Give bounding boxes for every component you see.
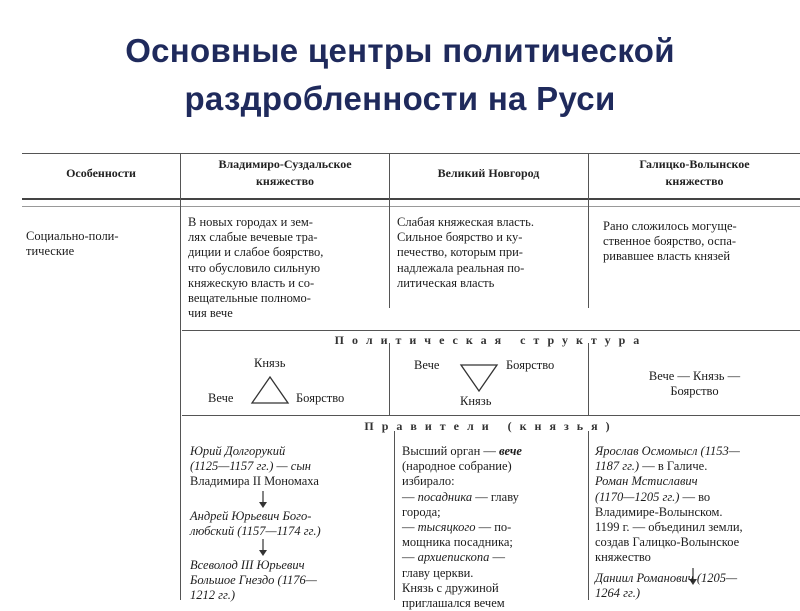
row1-label-line2: тические — [26, 244, 75, 259]
row1-galicia — [603, 219, 799, 265]
row1-novgorod-line: Слабая княжеская власть. — [397, 215, 534, 229]
rulers-heading-text: Правители (князья) — [364, 419, 618, 433]
novgorod-gov-text: — — [489, 550, 506, 565]
vladimir-top-label: Князь — [254, 356, 286, 370]
novgorod-gov-term: вече — [499, 444, 522, 458]
col-divider-2c — [394, 431, 395, 600]
header-vladimir — [182, 156, 388, 190]
novgorod-gov-text: — — [402, 489, 418, 504]
galicia-ruler-text: — во — [679, 489, 711, 504]
row1-novgorod-line: литическая власть — [397, 275, 495, 290]
triangle-up-shape — [252, 377, 288, 403]
vladimir-ruler-3-line2: Большое Гнездо (1176— — [190, 573, 317, 588]
novgorod-right-label: Боярство — [506, 358, 555, 372]
vladimir-ruler-3 — [190, 558, 390, 604]
political-structure-heading-text: Политическая структура — [334, 333, 648, 347]
header-galicia-line1: Галицко-Волынское — [639, 157, 750, 171]
galicia-ruler-daniil-line2: 1264 гг.) — [595, 586, 641, 601]
row1-label-line1: Социально-поли- — [26, 229, 119, 243]
header-features-text: Особенности — [66, 166, 136, 180]
novgorod-gov-text: — по- — [475, 520, 512, 535]
row1-vladimir-line: диции и слабое боярство, — [188, 245, 324, 260]
novgorod-gov-term: тысяцкого — [417, 520, 476, 535]
row1-novgorod — [397, 215, 587, 291]
novgorod-gov-line: города; — [402, 504, 441, 519]
row1-vladimir-line: вещательные полномо- — [188, 291, 311, 306]
col-divider-1 — [180, 153, 181, 600]
galicia-structure-line1: Вече — Князь — — [648, 369, 741, 383]
row1-label — [26, 229, 176, 259]
novgorod-gov-text: — — [402, 550, 418, 565]
novgorod-gov-line: Князь с дружиной — [402, 580, 499, 595]
galicia-structure-line2: Боярство — [670, 384, 719, 399]
novgorod-gov-line: мощника посадника; — [402, 535, 513, 550]
vladimir-ruler-2-line2: любский (1157—1174 гг.) — [190, 524, 321, 539]
vladimir-ruler-1-name: Юрий Долгорукий — [190, 444, 286, 458]
novgorod-bottom-label: Князь — [460, 394, 492, 408]
vladimir-ruler-1-dates: (1125—1157 гг.) — сын — [190, 459, 312, 474]
novgorod-gov-text: Высший орган — — [402, 444, 500, 458]
header-galicia-line2: княжество — [665, 174, 724, 188]
vladimir-ruler-3-line1: Всеволод III Юрьевич — [190, 558, 305, 572]
novgorod-gov-term: посадника — [417, 489, 473, 504]
vladimir-ruler-2 — [190, 509, 390, 539]
rulers-heading — [182, 419, 800, 434]
novgorod-gov-line — [402, 444, 588, 459]
galicia-ruler-line — [595, 459, 799, 474]
novgorod-gov-term: архиепископа — [417, 550, 490, 565]
row2-divider — [182, 415, 800, 416]
novgorod-gov-text: — — [402, 520, 418, 535]
row1-vladimir-line: княжескую власть и со- — [188, 275, 315, 290]
row1-novgorod-line: печество, которым при- — [397, 245, 523, 260]
novgorod-left-label: Вече — [414, 358, 440, 372]
novgorod-gov-line — [402, 520, 588, 535]
col-divider-2b — [389, 343, 390, 415]
row1-galicia-line: ственное боярство, оспа- — [603, 234, 737, 249]
triangle-up-icon — [250, 375, 290, 405]
novgorod-gov-line — [402, 550, 588, 565]
vladimir-right-label: Боярство — [296, 391, 345, 405]
galicia-ruler-line: создав Галицко-Волынское — [595, 535, 740, 550]
row1-vladimir-line: что обусловило сильную — [188, 260, 321, 275]
galicia-ruler-line: 1199 г. — объединил земли, — [595, 520, 743, 535]
novgorod-governance — [402, 444, 588, 611]
row1-vladimir — [188, 215, 388, 321]
vladimir-ruler-2-line1: Андрей Юрьевич Бого- — [190, 509, 312, 523]
header-novgorod — [390, 165, 587, 182]
row1-novgorod-line: надлежала реальная по- — [397, 260, 525, 275]
title-line-1: Основные центры политической — [125, 32, 675, 69]
col-divider-3c — [588, 431, 589, 600]
novgorod-gov-line: (народное собрание) — [402, 459, 512, 474]
header-galicia — [589, 156, 800, 190]
galicia-structure — [589, 369, 800, 399]
novgorod-gov-text: — главу — [472, 489, 519, 504]
vladimir-ruler-3-line3: 1212 гг.) — [190, 588, 236, 603]
arrow-down-icon — [258, 539, 268, 557]
novgorod-gov-line: главу церкви. — [402, 565, 474, 580]
galicia-ruler-line: Роман Мстиславич — [595, 474, 698, 489]
header-novgorod-text: Великий Новгород — [437, 166, 540, 180]
row1-galicia-line: Рано сложилось могуще- — [603, 219, 737, 233]
novgorod-gov-line: приглашался вечем — [402, 596, 505, 611]
slide-title — [0, 27, 800, 123]
galicia-ruler-daniil — [595, 571, 799, 601]
comparison-table — [22, 153, 800, 611]
row1-vladimir-line: В новых городах и зем- — [188, 215, 313, 229]
row1-vladimir-line: чия вече — [188, 306, 233, 321]
arrow-down-head — [259, 550, 267, 556]
triangle-down-shape — [461, 365, 497, 391]
novgorod-gov-line: избирало: — [402, 474, 455, 489]
header-vladimir-line2: княжество — [256, 174, 314, 188]
row1-divider — [182, 330, 800, 331]
galicia-ruler-line: Ярослав Осмомысл (1153— — [595, 444, 740, 458]
header-vladimir-line1: Владимиро-Суздальское — [218, 157, 352, 171]
header-divider-2 — [22, 206, 800, 207]
galicia-ruler-daniil-line1: Даниил Романович (1205— — [595, 571, 738, 585]
vladimir-left-label: Вече — [208, 391, 234, 405]
header-divider — [22, 198, 800, 200]
triangle-down-icon — [459, 363, 499, 393]
row1-galicia-line: ривавшее власть князей — [603, 249, 731, 264]
galicia-ruler-dates: (1170—1205 гг.) — [595, 489, 680, 504]
political-structure-heading — [182, 333, 800, 348]
galicia-ruler-dates: 1187 гг.) — [595, 459, 640, 474]
galicia-rulers — [595, 444, 799, 566]
title-line-2: раздробленности на Руси — [184, 80, 616, 117]
vladimir-ruler-1 — [190, 444, 390, 490]
novgorod-gov-line — [402, 490, 588, 505]
vladimir-ruler-1-desc: Владимира II Мономаха — [190, 474, 319, 489]
galicia-ruler-line: Владимире-Волынском. — [595, 504, 723, 519]
arrow-down-icon — [258, 491, 268, 509]
table-top-border — [22, 153, 800, 154]
galicia-ruler-line — [595, 490, 799, 505]
galicia-ruler-text: — в Галиче. — [639, 459, 708, 474]
galicia-ruler-line: княжество — [595, 550, 651, 565]
header-features — [22, 165, 180, 182]
arrow-down-head — [259, 502, 267, 508]
row1-novgorod-line: Сильное боярство и ку- — [397, 230, 523, 245]
row1-vladimir-line: лях слабые вечевые тра- — [188, 230, 318, 245]
